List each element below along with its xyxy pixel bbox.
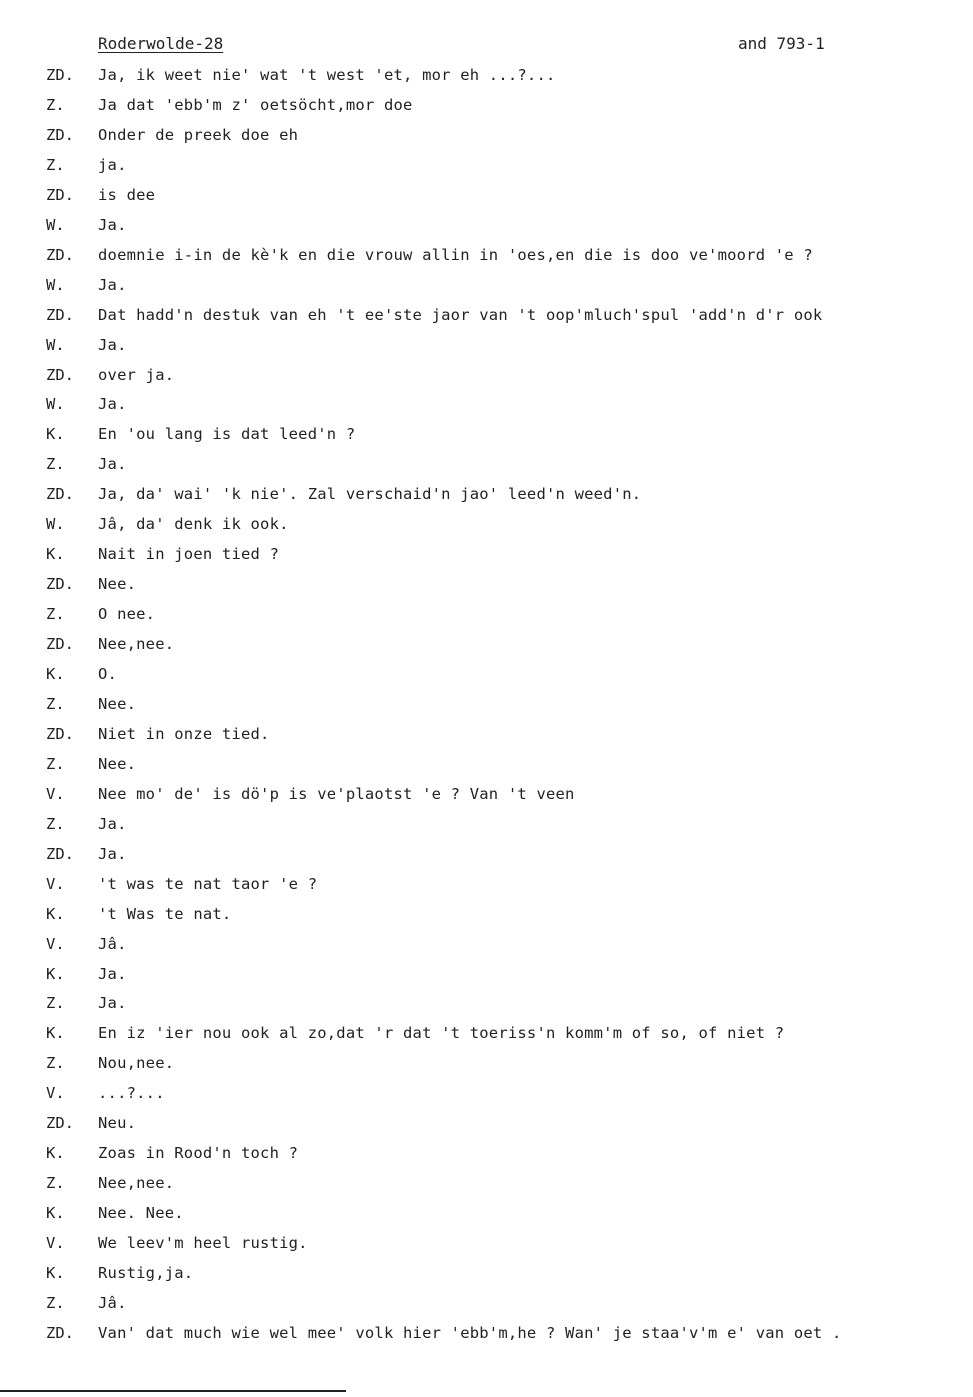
transcript-line xyxy=(0,752,973,776)
utterance-text: doemnie i-in de kè'k en die vrouw allin in 'oes,en die is doo ve'moord 'e ? xyxy=(98,246,813,264)
utterance-text: Ja. xyxy=(98,455,127,473)
transcript-line xyxy=(0,422,973,446)
utterance-text: Ja. xyxy=(98,216,127,234)
utterance-text: Nee. xyxy=(98,695,137,713)
utterance-text: Nee mo' de' is dö'p is ve'plaotst 'e ? Van 't veen xyxy=(98,785,575,803)
speaker-label: ZD. xyxy=(46,845,74,863)
speaker-label: K. xyxy=(46,1024,65,1042)
utterance-text: Ja. xyxy=(98,815,127,833)
transcript-line xyxy=(0,602,973,626)
utterance-text: We leev'm heel rustig. xyxy=(98,1234,308,1252)
transcript-line xyxy=(0,632,973,656)
speaker-label: W. xyxy=(46,276,65,294)
utterance-text: Ja. xyxy=(98,845,127,863)
transcript-line xyxy=(0,842,973,866)
utterance-text: Ja. xyxy=(98,965,127,983)
utterance-text: Nee,nee. xyxy=(98,635,175,653)
transcript-line xyxy=(0,692,973,716)
utterance-text: Niet in onze tied. xyxy=(98,725,270,743)
transcript-line xyxy=(0,482,973,506)
speaker-label: ZD. xyxy=(46,186,74,204)
speaker-label: Z. xyxy=(46,755,65,773)
transcript-line xyxy=(0,1051,973,1075)
transcript-line xyxy=(0,812,973,836)
speaker-label: ZD. xyxy=(46,246,74,264)
utterance-text: Ja. xyxy=(98,276,127,294)
transcript-line xyxy=(0,63,973,87)
speaker-label: ZD. xyxy=(46,1114,74,1132)
speaker-label: K. xyxy=(46,665,65,683)
speaker-label: Z. xyxy=(46,815,65,833)
speaker-label: ZD. xyxy=(46,725,74,743)
speaker-label: K. xyxy=(46,1204,65,1222)
utterance-text: Nee,nee. xyxy=(98,1174,175,1192)
utterance-text: Onder de preek doe eh xyxy=(98,126,299,144)
transcript-line xyxy=(0,243,973,267)
speaker-label: ZD. xyxy=(46,1324,74,1342)
utterance-text: 't was te nat taor 'e ? xyxy=(98,875,318,893)
utterance-text: Nee. xyxy=(98,575,137,593)
transcript-line xyxy=(0,452,973,476)
speaker-label: Z. xyxy=(46,994,65,1012)
speaker-label: Z. xyxy=(46,156,65,174)
transcript-line xyxy=(0,932,973,956)
transcript-line xyxy=(0,363,973,387)
utterance-text: Rustig,ja. xyxy=(98,1264,194,1282)
transcript-line xyxy=(0,1321,973,1345)
utterance-text: En 'ou lang is dat leed'n ? xyxy=(98,425,356,443)
speaker-label: K. xyxy=(46,1144,65,1162)
speaker-label: W. xyxy=(46,395,65,413)
transcript-line xyxy=(0,962,973,986)
utterance-text: ...?... xyxy=(98,1084,165,1102)
transcript-line xyxy=(0,572,973,596)
speaker-label: ZD. xyxy=(46,306,74,324)
transcript-line xyxy=(0,782,973,806)
speaker-label: K. xyxy=(46,1264,65,1282)
speaker-label: ZD. xyxy=(46,366,74,384)
transcript-line xyxy=(0,333,973,357)
document-title: Roderwolde-28 xyxy=(98,34,224,53)
utterance-text: Jâ, da' denk ik ook. xyxy=(98,515,289,533)
speaker-label: W. xyxy=(46,515,65,533)
utterance-text: over ja. xyxy=(98,366,175,384)
utterance-text: Dat hadd'n destuk van eh 't ee'ste jaor van 't oop'mluch'spul 'add'n d'r ook xyxy=(98,306,823,324)
utterance-text: Ja dat 'ebb'm z' oetsöcht,mor doe xyxy=(98,96,413,114)
transcript-line xyxy=(0,902,973,926)
speaker-label: Z. xyxy=(46,695,65,713)
speaker-label: ZD. xyxy=(46,66,74,84)
speaker-label: Z. xyxy=(46,96,65,114)
transcript-line xyxy=(0,1111,973,1135)
transcript-line xyxy=(0,123,973,147)
utterance-text: Nait in joen tied ? xyxy=(98,545,280,563)
speaker-label: Z. xyxy=(46,455,65,473)
transcript-line xyxy=(0,722,973,746)
speaker-label: Z. xyxy=(46,605,65,623)
speaker-label: ZD. xyxy=(46,635,74,653)
transcript-line xyxy=(0,183,973,207)
speaker-label: V. xyxy=(46,785,65,803)
speaker-label: ZD. xyxy=(46,575,74,593)
transcript-line xyxy=(0,1141,973,1165)
transcript-line xyxy=(0,1231,973,1255)
transcript-line xyxy=(0,1261,973,1285)
transcript-line xyxy=(0,1291,973,1315)
speaker-label: W. xyxy=(46,216,65,234)
utterance-text: O. xyxy=(98,665,118,683)
utterance-text: Jâ. xyxy=(98,1294,127,1312)
utterance-text: Nee. xyxy=(98,755,137,773)
transcript-line xyxy=(0,93,973,117)
utterance-text: Nou,nee. xyxy=(98,1054,175,1072)
speaker-label: Z. xyxy=(46,1294,65,1312)
transcript-line xyxy=(0,1081,973,1105)
speaker-label: V. xyxy=(46,1084,65,1102)
transcript-line xyxy=(0,213,973,237)
utterance-text: Ja. xyxy=(98,994,127,1012)
speaker-label: K. xyxy=(46,965,65,983)
speaker-label: K. xyxy=(46,545,65,563)
utterance-text: Jâ. xyxy=(98,935,127,953)
transcript-line xyxy=(0,1171,973,1195)
speaker-label: K. xyxy=(46,905,65,923)
utterance-text: is dee xyxy=(98,186,156,204)
footer-rule xyxy=(0,1390,346,1392)
document-reference: and 793-1 xyxy=(738,34,825,53)
speaker-label: K. xyxy=(46,425,65,443)
utterance-text: Ja, da' wai' 'k nie'. Zal verschaid'n jao' leed'n weed'n. xyxy=(98,485,642,503)
speaker-label: W. xyxy=(46,336,65,354)
speaker-label: V. xyxy=(46,935,65,953)
transcript-line xyxy=(0,872,973,896)
utterance-text: Ja, ik weet nie' wat 't west 'et, mor eh ...?... xyxy=(98,66,556,84)
speaker-label: Z. xyxy=(46,1174,65,1192)
utterance-text: Ja. xyxy=(98,336,127,354)
utterance-text: Neu. xyxy=(98,1114,137,1132)
utterance-text: Van' dat much wie wel mee' volk hier 'ebb'm,he ? Wan' je staa'v'm e' van oet . xyxy=(98,1324,842,1342)
speaker-label: Z. xyxy=(46,1054,65,1072)
utterance-text: En iz 'ier nou ook al zo,dat 'r dat 't toeriss'n komm'm of so, of niet ? xyxy=(98,1024,785,1042)
transcript-line xyxy=(0,303,973,327)
speaker-label: ZD. xyxy=(46,126,74,144)
speaker-label: V. xyxy=(46,875,65,893)
transcript-line xyxy=(0,991,973,1015)
transcript-line xyxy=(0,542,973,566)
transcript-line xyxy=(0,1201,973,1225)
utterance-text: ja. xyxy=(98,156,127,174)
utterance-text: O nee. xyxy=(98,605,156,623)
speaker-label: ZD. xyxy=(46,485,74,503)
speaker-label: V. xyxy=(46,1234,65,1252)
transcript-line xyxy=(0,1021,973,1045)
transcript-line xyxy=(0,273,973,297)
transcript-line xyxy=(0,662,973,686)
transcript-line xyxy=(0,153,973,177)
utterance-text: 't Was te nat. xyxy=(98,905,232,923)
utterance-text: Zoas in Rood'n toch ? xyxy=(98,1144,299,1162)
utterance-text: Nee. Nee. xyxy=(98,1204,184,1222)
transcript-line xyxy=(0,512,973,536)
transcript-line xyxy=(0,392,973,416)
utterance-text: Ja. xyxy=(98,395,127,413)
